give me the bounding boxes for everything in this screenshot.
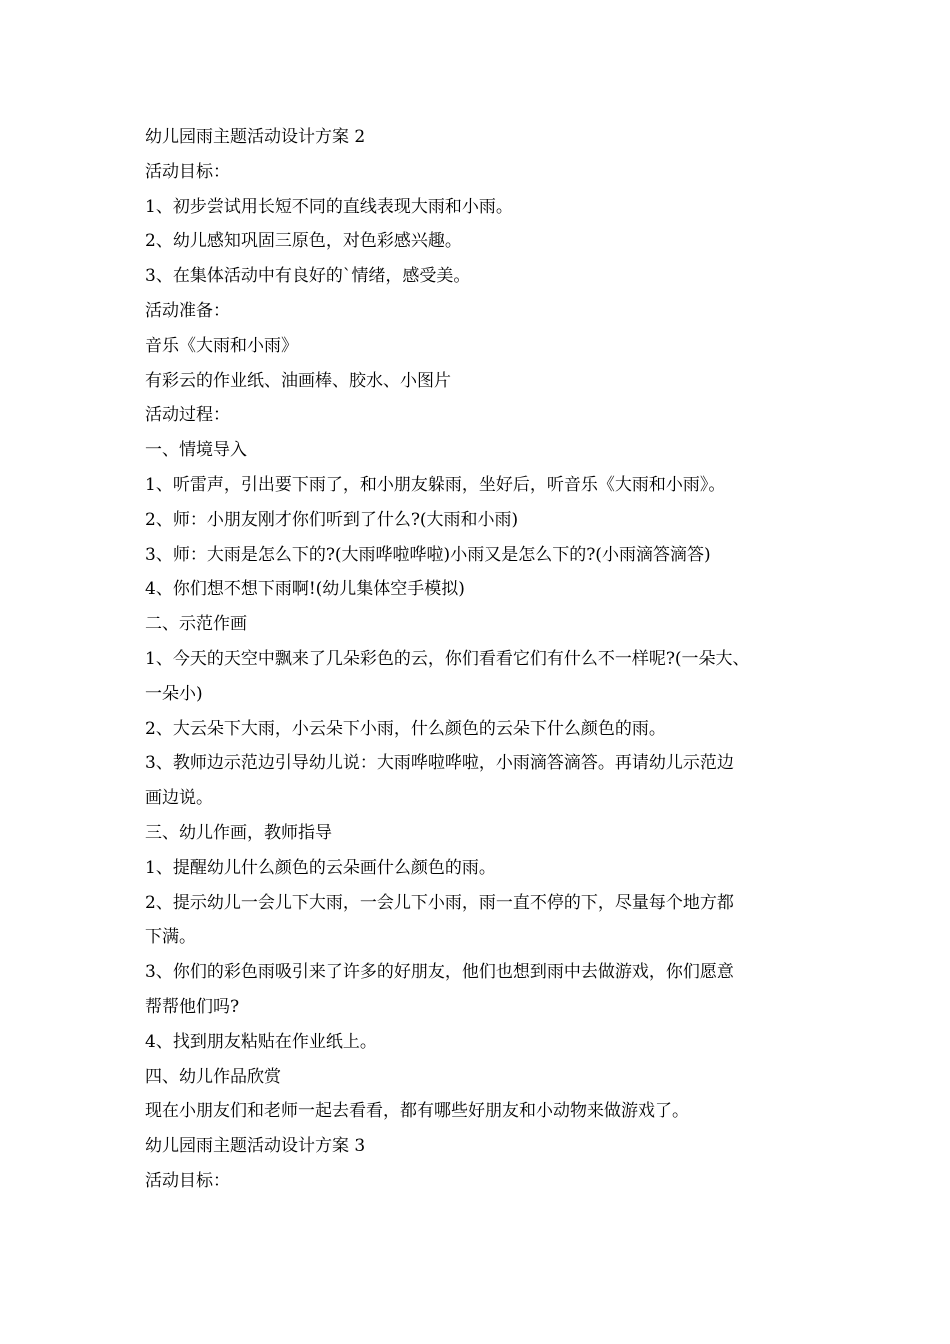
preparation-item: 音乐《大雨和小雨》 bbox=[145, 335, 298, 356]
preparation-item: 有彩云的作业纸、油画棒、胶水、小图片 bbox=[145, 370, 451, 391]
section-heading-objectives: 活动目标： bbox=[145, 1170, 230, 1191]
step-item: 1、听雷声，引出要下雨了，和小朋友躲雨，坐好后，听音乐《大雨和小雨》。 bbox=[145, 474, 726, 495]
step-item: 1、提醒幼儿什么颜色的云朵画什么颜色的雨。 bbox=[145, 857, 496, 878]
step-heading: 四、幼儿作品欣赏 bbox=[145, 1066, 281, 1087]
plan-3-title: 幼儿园雨主题活动设计方案 3 bbox=[145, 1136, 366, 1157]
step-item: 2、提示幼儿一会儿下大雨，一会儿下小雨，雨一直不停的下，尽量每个地方都 bbox=[145, 892, 734, 913]
step-item: 3、你们的彩色雨吸引来了许多的好朋友，他们也想到雨中去做游戏，你们愿意 bbox=[145, 962, 734, 983]
step-item: 2、师：小朋友刚才你们听到了什么?(大雨和小雨) bbox=[145, 509, 519, 530]
step-heading: 一、情境导入 bbox=[145, 440, 247, 461]
objective-item: 1、初步尝试用长短不同的直线表现大雨和小雨。 bbox=[145, 196, 513, 217]
section-heading-process: 活动过程： bbox=[145, 405, 230, 426]
step-item-continued: 帮帮他们吗? bbox=[145, 996, 240, 1017]
step-item-continued: 画边说。 bbox=[145, 788, 213, 809]
step-item: 1、今天的天空中飘来了几朵彩色的云，你们看看它们有什么不一样呢?(一朵大、 bbox=[145, 648, 750, 669]
step-item: 现在小朋友们和老师一起去看看，都有哪些好朋友和小动物来做游戏了。 bbox=[145, 1101, 689, 1122]
section-heading-objectives: 活动目标： bbox=[145, 161, 230, 182]
plan-2-title: 幼儿园雨主题活动设计方案 2 bbox=[145, 127, 366, 147]
objective-item: 3、在集体活动中有良好的`情绪，感受美。 bbox=[145, 266, 471, 287]
step-heading: 三、幼儿作画，教师指导 bbox=[145, 822, 332, 843]
section-heading-preparation: 活动准备： bbox=[145, 300, 230, 321]
step-item: 3、教师边示范边引导幼儿说：大雨哗啦哗啦，小雨滴答滴答。再请幼儿示范边 bbox=[145, 753, 734, 774]
step-item: 3、师：大雨是怎么下的?(大雨哗啦哗啦)小雨又是怎么下的?(小雨滴答滴答) bbox=[145, 544, 711, 565]
step-item-continued: 一朵小) bbox=[145, 683, 203, 704]
step-item: 4、你们想不想下雨啊!(幼儿集体空手模拟) bbox=[145, 579, 465, 600]
step-item: 4、找到朋友粘贴在作业纸上。 bbox=[145, 1031, 377, 1052]
objective-item: 2、幼儿感知巩固三原色，对色彩感兴趣。 bbox=[145, 231, 462, 252]
document-body bbox=[145, 120, 825, 1199]
step-heading: 二、示范作画 bbox=[145, 614, 247, 635]
step-item: 2、大云朵下大雨，小云朵下小雨，什么颜色的云朵下什么颜色的雨。 bbox=[145, 718, 666, 739]
step-item-continued: 下满。 bbox=[145, 927, 196, 948]
